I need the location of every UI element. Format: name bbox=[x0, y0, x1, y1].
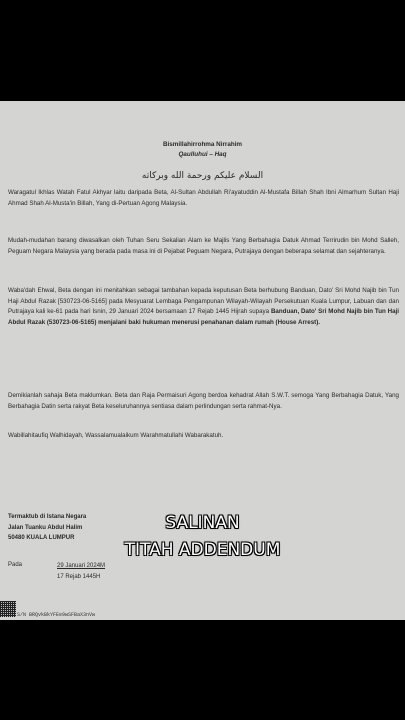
paragraph-4: Demikianlah sahaja Beta maklumkan. Beta dan Raja Permaisuri Agong berdoa kehadrat Allah S.W.T. semoga Yang Berbahagia Datuk, Yang Berbahagia Datin serta rakyat Beta keseluruhannya sentiasa dalam perlindungan serta rahmat-Nya. bbox=[8, 392, 399, 410]
date-label: Pada bbox=[8, 562, 23, 568]
address-line: Termaktub di Istana Negara bbox=[8, 514, 87, 520]
header-subtitle: Qaulluhui – Haq bbox=[178, 151, 227, 158]
header-title: Bismillahirrohma Nirrahim bbox=[162, 141, 243, 148]
serial-number: S/N BRQvkBkYFEe9wSFBaX3nVw bbox=[17, 612, 96, 618]
paragraph-3 bbox=[8, 286, 399, 328]
paragraph-5: Wabillahitaufiq Walhidayah, Wassalamualaikum Warahmatullahi Wabarakatuh. bbox=[8, 432, 224, 439]
address-line: 50480 KUALA LUMPUR bbox=[8, 535, 75, 541]
address-line: Jalan Tuanku Abdul Halim bbox=[8, 524, 83, 531]
paragraph-1: Waragatul Ikhlas Watah Fatul Akhyar laitu daripada Beta, Al-Sultan Abdullah Ri'ayatuddin Al-Mustafa Billah Shah Ibni Almarhum Sultan Haji Ahmad Shah Al-Musta'in Billah, Yang di-Pertuan Agong Malaysia. bbox=[8, 189, 399, 207]
paragraph-3-text: Waba'dah Ehwal, Beta dengan ini menitahkan sebagai tambahan kepada keputusan Beta berhubung Banduan, Dato' Sri Mohd Najib bin Tun Haji Abdul Razak [530723-06-5165] pada Mesyuarat Lembaga Pengampunan Wilayah-Wilayah Persekutuan Kuala Lumpur, Labuan dan dan Putrajaya kali ke-61 pada hari Isnin, 29 Januari 2024 bersamaan 17 Rejab 1445 Hijrah supaya bbox=[8, 287, 399, 316]
paragraph-2: Mudah-mudahan barang diwasalkan oleh Tuhan Seru Sekalian Alam ke Majlis Yang Berbahagia Datuk Ahmad Terrirudin bin Mohd Salleh, Peguam Negara Malaysia yang berada pada masa ini di Pejabat Peguam Negara, Putrajaya dengan beberapa selamat dan sejahteranya. bbox=[8, 237, 399, 255]
overlay-caption-line1: SALINAN bbox=[165, 513, 240, 533]
date-gregorian: 29 Januari 2024M bbox=[57, 563, 106, 569]
date-hijri: 17 Rejab 1445H bbox=[57, 574, 101, 580]
arabic-greeting: السلام عليكم ورحمة الله وبركاته bbox=[141, 171, 264, 181]
date-block bbox=[57, 561, 105, 583]
overlay-caption-line2: TITAH ADDENDUM bbox=[124, 540, 281, 560]
paragraph-3-bold: Banduan, Dato' Sri Mohd Najib bin Tun Haji Abdul Razak (530723-06-5165) menjalani baki hukuman menerusi penahanan dalam rumah (House Arrest). bbox=[8, 308, 399, 326]
qr-code-icon bbox=[0, 601, 16, 617]
